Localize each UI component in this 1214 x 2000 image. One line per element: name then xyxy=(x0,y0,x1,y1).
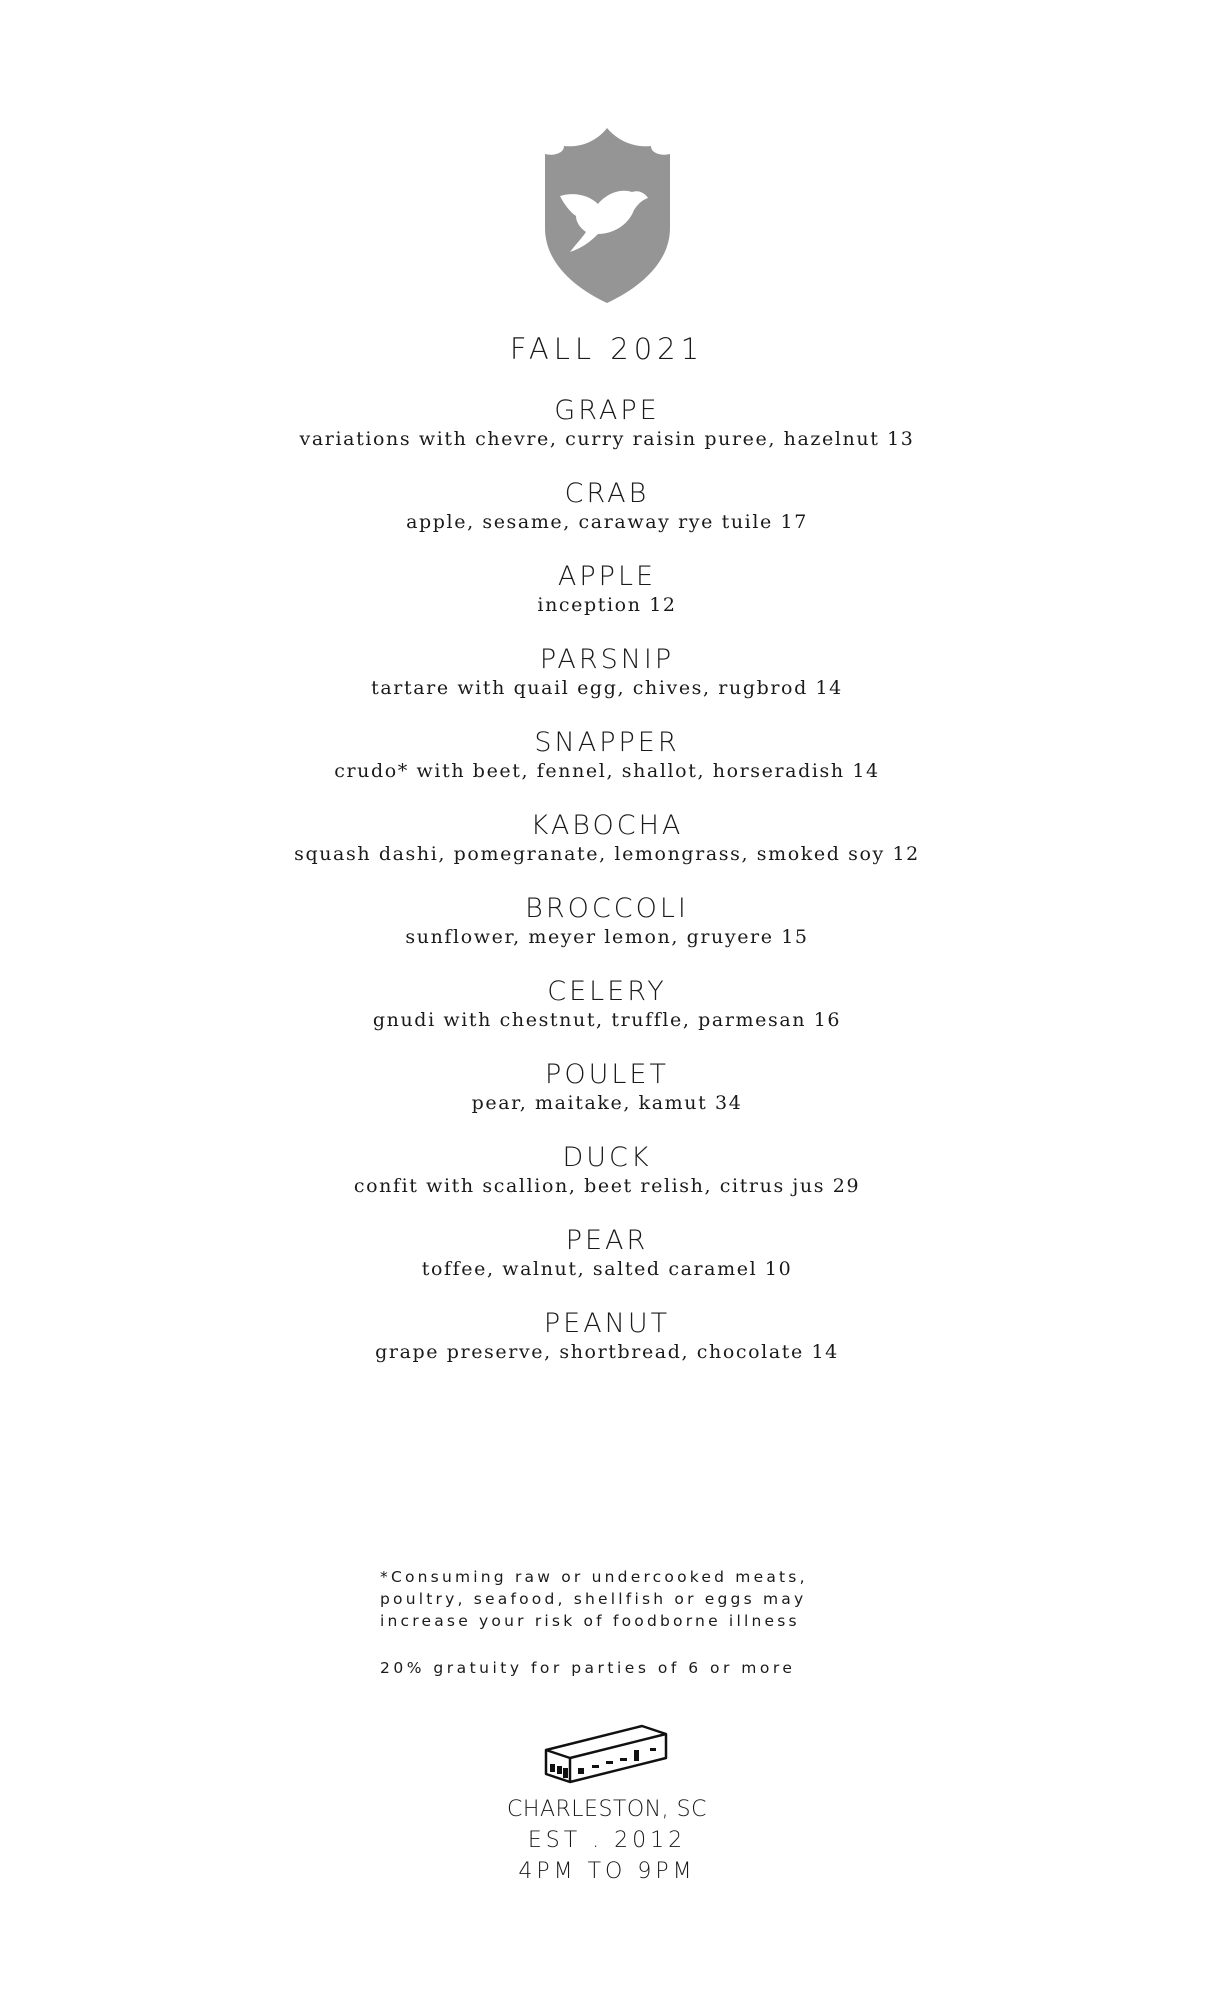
raw-food-disclaimer xyxy=(380,1566,834,1632)
dish-name: CELERY xyxy=(547,976,667,1007)
dish-description: tartare with quail egg, chives, rugbrod 14 xyxy=(371,677,843,699)
dish-description: apple, sesame, caraway rye tuile 17 xyxy=(406,511,808,533)
menu-item xyxy=(0,560,1214,643)
menu-item xyxy=(0,726,1214,809)
dish-name: KABOCHA xyxy=(530,810,684,841)
building-icon xyxy=(538,1720,676,1785)
disclaimer-line: poultry, seafood, shellfish or eggs may xyxy=(380,1590,807,1608)
dish-name: POULET xyxy=(545,1059,669,1090)
dish-name: PARSNIP xyxy=(539,644,675,675)
established-year: EST . 2012 xyxy=(527,1828,687,1853)
dish-description: variations with chevre, curry raisin puree, hazelnut 13 xyxy=(299,428,915,450)
dish-name: PEAR xyxy=(565,1225,649,1256)
dish-name: PEANUT xyxy=(543,1308,671,1339)
shield-bird-crest-icon xyxy=(540,128,675,303)
menu-item xyxy=(0,892,1214,975)
dish-description: pear, maitake, kamut 34 xyxy=(471,1092,743,1114)
menu-item xyxy=(0,1307,1214,1390)
menu-item xyxy=(0,809,1214,892)
dish-name: DUCK xyxy=(562,1142,652,1173)
dish-description: toffee, walnut, salted caramel 10 xyxy=(421,1258,793,1280)
dish-description: grape preserve, shortbread, chocolate 14 xyxy=(375,1341,839,1363)
menu-item xyxy=(0,1224,1214,1307)
dish-description: squash dashi, pomegranate, lemongrass, smoked soy 12 xyxy=(294,843,920,865)
dish-description: gnudi with chestnut, truffle, parmesan 16 xyxy=(372,1009,842,1031)
dish-description: confit with scallion, beet relish, citrus jus 29 xyxy=(353,1175,861,1197)
dish-name: GRAPE xyxy=(554,395,660,426)
menu-item xyxy=(0,1058,1214,1141)
menu-item xyxy=(0,394,1214,477)
location: CHARLESTON, SC xyxy=(507,1797,707,1822)
menu-item xyxy=(0,643,1214,726)
menu-item xyxy=(0,477,1214,560)
dish-description: crudo* with beet, fennel, shallot, horseradish 14 xyxy=(334,760,880,782)
dish-description: sunflower, meyer lemon, gruyere 15 xyxy=(405,926,809,948)
dish-name: CRAB xyxy=(564,478,650,509)
menu-item xyxy=(0,1141,1214,1224)
season-title: FALL 2021 xyxy=(509,332,705,366)
opening-hours: 4PM TO 9PM xyxy=(518,1859,696,1884)
disclaimer-line: *Consuming raw or undercooked meats, xyxy=(380,1568,808,1586)
disclaimer-line: increase your risk of foodborne illness xyxy=(380,1612,800,1630)
menu-list xyxy=(0,394,1214,1390)
dish-name: APPLE xyxy=(557,561,657,592)
dish-description: inception 12 xyxy=(537,594,677,616)
menu-item xyxy=(0,975,1214,1058)
dish-name: SNAPPER xyxy=(534,727,680,758)
dish-name: BROCCOLI xyxy=(525,893,689,924)
gratuity-note: 20% gratuity for parties of 6 or more xyxy=(380,1659,796,1677)
